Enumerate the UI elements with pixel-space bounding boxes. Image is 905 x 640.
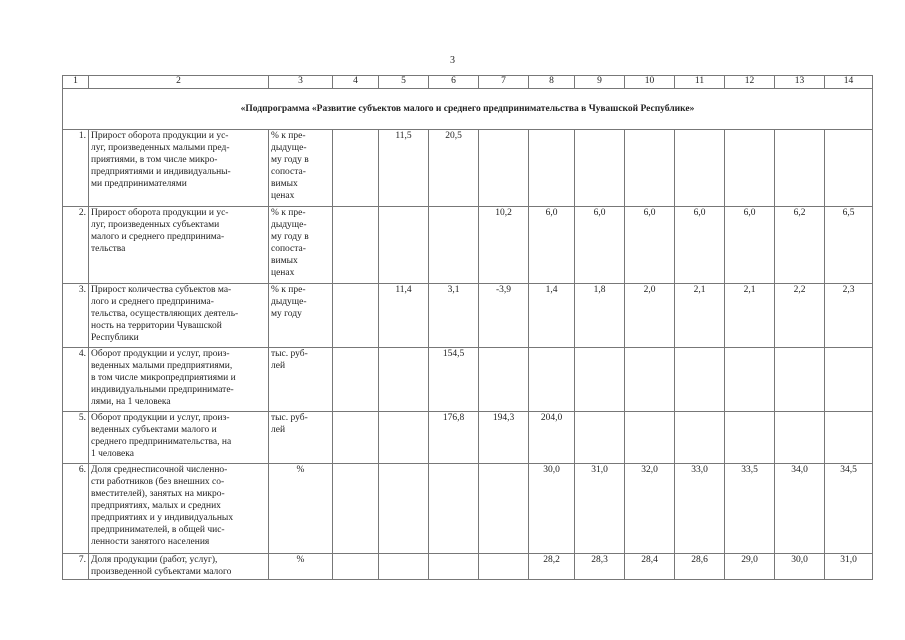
value-cell (333, 464, 379, 554)
value-cell (675, 348, 725, 412)
value-cell (675, 130, 725, 207)
row-number: 3. (63, 284, 89, 348)
indicator-name-line: малого и среднего предпринима- (91, 232, 225, 242)
value-cell (825, 412, 873, 464)
unit-line: ценах (271, 191, 295, 201)
column-number: 10 (625, 76, 675, 89)
unit-line: % (296, 465, 305, 475)
value-cell: 34,5 (825, 464, 873, 554)
value-cell: 204,0 (529, 412, 575, 464)
value-cell: 33,5 (725, 464, 775, 554)
unit-line: % (296, 555, 305, 565)
unit-line: тыс. руб- (271, 413, 308, 423)
table-row (63, 284, 873, 348)
value-cell: 2,0 (625, 284, 675, 348)
value-cell (775, 412, 825, 464)
unit-of-measure (269, 554, 333, 580)
value-cell (775, 130, 825, 207)
value-cell (725, 348, 775, 412)
value-cell (333, 207, 379, 284)
unit-of-measure (269, 348, 333, 412)
column-number: 6 (429, 76, 479, 89)
indicator-name-line: лями, на 1 человека (91, 397, 171, 407)
row-number: 5. (63, 412, 89, 464)
value-cell: 2,3 (825, 284, 873, 348)
indicator-name (89, 207, 269, 284)
value-cell: 6,0 (725, 207, 775, 284)
value-cell: 176,8 (429, 412, 479, 464)
table-row (63, 207, 873, 284)
value-cell: 28,4 (625, 554, 675, 580)
value-cell (479, 464, 529, 554)
value-cell: 28,2 (529, 554, 575, 580)
value-cell: 20,5 (429, 130, 479, 207)
unit-line: сопоста- (271, 167, 306, 177)
column-number: 1 (63, 76, 89, 89)
indicator-name-line: в том числе микропредприятиями и (91, 373, 236, 383)
value-cell (575, 130, 625, 207)
value-cell (529, 348, 575, 412)
column-number: 4 (333, 76, 379, 89)
unit-of-measure (269, 130, 333, 207)
value-cell (379, 348, 429, 412)
value-cell: 6,2 (775, 207, 825, 284)
unit-line: вимых (271, 179, 298, 189)
row-number: 6. (63, 464, 89, 554)
value-cell (575, 348, 625, 412)
table-row (63, 464, 873, 554)
value-cell (429, 207, 479, 284)
value-cell (625, 412, 675, 464)
column-number: 9 (575, 76, 625, 89)
column-number: 5 (379, 76, 429, 89)
value-cell (529, 130, 575, 207)
value-cell (379, 412, 429, 464)
value-cell (429, 554, 479, 580)
table-row (63, 554, 873, 580)
unit-line: дыдуще- (271, 220, 307, 230)
indicator-name-line: Республики (91, 333, 139, 343)
value-cell: 6,0 (625, 207, 675, 284)
indicator-name (89, 554, 269, 580)
indicator-name-line: Доля среднесписочной численно- (91, 465, 228, 475)
unit-of-measure (269, 284, 333, 348)
value-cell: 33,0 (675, 464, 725, 554)
unit-of-measure (269, 412, 333, 464)
unit-line: му году в (271, 155, 309, 165)
value-cell: 34,0 (775, 464, 825, 554)
indicator-name-line: Прирост оборота продукции и ус- (91, 208, 229, 218)
value-cell (825, 130, 873, 207)
value-cell (379, 464, 429, 554)
indicator-name (89, 348, 269, 412)
indicator-name (89, 130, 269, 207)
indicator-name-line: предприятиях, малых и средних (91, 501, 221, 511)
value-cell (479, 130, 529, 207)
indicator-name-line: Оборот продукции и услуг, произ- (91, 349, 230, 359)
value-cell: 2,2 (775, 284, 825, 348)
value-cell (333, 130, 379, 207)
value-cell (725, 412, 775, 464)
value-cell: 6,0 (675, 207, 725, 284)
indicator-name-line: предпринимателей, в общей чис- (91, 525, 225, 535)
unit-line: дыдуще- (271, 143, 307, 153)
value-cell (333, 348, 379, 412)
column-number-row (63, 76, 873, 89)
column-number: 8 (529, 76, 575, 89)
value-cell (333, 412, 379, 464)
value-cell: -3,9 (479, 284, 529, 348)
column-number: 12 (725, 76, 775, 89)
value-cell (479, 348, 529, 412)
unit-line: му году в (271, 232, 309, 242)
indicator-name (89, 284, 269, 348)
value-cell: 2,1 (675, 284, 725, 348)
unit-line: % к пре- (271, 285, 306, 295)
value-cell (333, 554, 379, 580)
value-cell: 28,3 (575, 554, 625, 580)
indicator-name-line: Оборот продукции и услуг, произ- (91, 413, 230, 423)
row-number: 7. (63, 554, 89, 580)
value-cell: 30,0 (775, 554, 825, 580)
row-number: 4. (63, 348, 89, 412)
indicator-name-line: 1 человека (91, 449, 134, 459)
column-number: 11 (675, 76, 725, 89)
indicator-name-line: предприятиях и у индивидуальных (91, 513, 234, 523)
table-row (63, 130, 873, 207)
indicator-name-line: сти работников (без внешних со- (91, 477, 225, 487)
indicator-name (89, 412, 269, 464)
unit-line: ценах (271, 268, 295, 278)
value-cell: 2,1 (725, 284, 775, 348)
indicator-name-line: произведенной субъектами малого (91, 567, 232, 577)
indicator-name-line: Прирост оборота продукции и ус- (91, 131, 229, 141)
unit-line: % к пре- (271, 208, 306, 218)
value-cell (725, 130, 775, 207)
unit-of-measure (269, 207, 333, 284)
value-cell (379, 207, 429, 284)
indicator-name-line: ленности занятого населения (91, 537, 210, 547)
value-cell: 1,8 (575, 284, 625, 348)
value-cell (379, 554, 429, 580)
indicator-name-line: вместителей), занятых на микро- (91, 489, 225, 499)
indicator-name-line: Доля продукции (работ, услуг), (91, 555, 218, 565)
row-number: 2. (63, 207, 89, 284)
indicator-name-line: луг, произведенных субъектами (91, 220, 220, 230)
indicator-name-line: тельства, осуществляющих деятель- (91, 309, 239, 319)
indicator-name-line: индивидуальными предпринимате- (91, 385, 234, 395)
unit-line: % к пре- (271, 131, 306, 141)
value-cell (575, 412, 625, 464)
row-number: 1. (63, 130, 89, 207)
indicators-table (62, 75, 873, 580)
value-cell (775, 348, 825, 412)
indicator-name-line: ми предпринимателями (91, 179, 187, 189)
indicator-name-line: веденных малыми предприятиями, (91, 361, 233, 371)
value-cell: 6,0 (575, 207, 625, 284)
table-row (63, 412, 873, 464)
column-number: 7 (479, 76, 529, 89)
value-cell: 6,0 (529, 207, 575, 284)
indicator-name-line: тельства (91, 244, 126, 254)
section-title: «Подпрограмма «Развитие субъектов малого и среднего предпринимательства в Чувашской Республике» (63, 89, 873, 130)
value-cell: 3,1 (429, 284, 479, 348)
column-number: 2 (89, 76, 269, 89)
indicator-name-line: веденных субъектами малого и (91, 425, 217, 435)
unit-of-measure (269, 464, 333, 554)
indicator-name-line: Прирост количества субъектов ма- (91, 285, 232, 295)
value-cell (675, 412, 725, 464)
value-cell: 29,0 (725, 554, 775, 580)
value-cell: 28,6 (675, 554, 725, 580)
value-cell: 154,5 (429, 348, 479, 412)
section-row (63, 89, 873, 130)
indicator-name-line: среднего предпринимательства, на (91, 437, 232, 447)
unit-line: дыдуще- (271, 297, 307, 307)
value-cell: 32,0 (625, 464, 675, 554)
value-cell (479, 554, 529, 580)
indicator-name-line: лого и среднего предпринима- (91, 297, 214, 307)
indicator-name-line: ность на территории Чувашской (91, 321, 222, 331)
indicator-name (89, 464, 269, 554)
unit-line: лей (271, 425, 286, 435)
value-cell (625, 348, 675, 412)
indicator-name-line: луг, произведенных малыми пред- (91, 143, 230, 153)
value-cell: 31,0 (575, 464, 625, 554)
page-number: 3 (450, 55, 455, 66)
value-cell (625, 130, 675, 207)
value-cell: 30,0 (529, 464, 575, 554)
column-number: 13 (775, 76, 825, 89)
value-cell: 11,5 (379, 130, 429, 207)
value-cell: 1,4 (529, 284, 575, 348)
value-cell: 11,4 (379, 284, 429, 348)
unit-line: му году (271, 309, 302, 319)
column-number: 3 (269, 76, 333, 89)
unit-line: сопоста- (271, 244, 306, 254)
table-row (63, 348, 873, 412)
indicator-name-line: предприятиями и индивидуальны- (91, 167, 231, 177)
column-number: 14 (825, 76, 873, 89)
value-cell: 10,2 (479, 207, 529, 284)
unit-line: лей (271, 361, 286, 371)
value-cell: 31,0 (825, 554, 873, 580)
indicator-name-line: приятиями, в том числе микро- (91, 155, 218, 165)
value-cell (429, 464, 479, 554)
value-cell: 194,3 (479, 412, 529, 464)
unit-line: тыс. руб- (271, 349, 308, 359)
value-cell: 6,5 (825, 207, 873, 284)
value-cell (825, 348, 873, 412)
value-cell (333, 284, 379, 348)
unit-line: вимых (271, 256, 298, 266)
